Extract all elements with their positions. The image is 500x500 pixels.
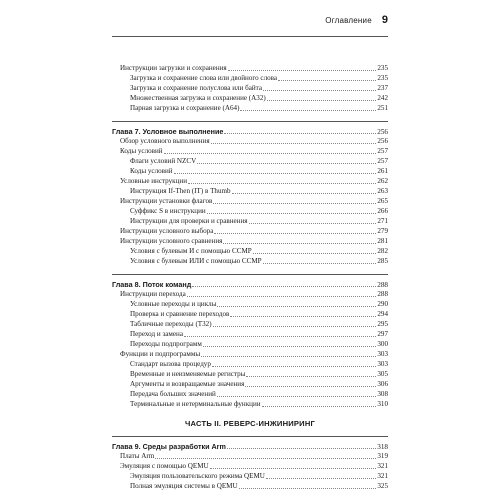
toc-entry[interactable] <box>112 216 388 226</box>
dot-leader <box>155 458 376 459</box>
toc-entry-title: Платы Arm <box>120 452 155 460</box>
dot-leader <box>211 143 377 144</box>
toc-entry[interactable] <box>112 136 388 146</box>
toc-entry-page: 321 <box>377 472 388 480</box>
toc-entry-title: Инструкции загрузки и сохранения <box>120 64 227 72</box>
dot-leader <box>217 306 376 307</box>
toc-entry[interactable] <box>112 83 388 93</box>
toc-entry-page: 303 <box>377 350 388 358</box>
toc-entry[interactable] <box>112 349 388 359</box>
toc-entry[interactable] <box>112 289 388 299</box>
dot-leader <box>263 263 377 264</box>
toc-entry-title: Условия с булевым И с помощью CCMP <box>130 247 252 255</box>
toc-entry-title: Инструкции установки флагов <box>120 197 213 205</box>
toc-entry-page: 303 <box>377 360 388 368</box>
dot-leader <box>203 346 376 347</box>
toc-entry-page: 297 <box>377 330 388 338</box>
dot-leader <box>210 468 377 469</box>
toc-entry-page: 263 <box>377 187 388 195</box>
toc-entry[interactable] <box>112 379 388 389</box>
dot-leader <box>245 386 376 387</box>
dot-leader <box>266 478 376 479</box>
toc-entry-title: Терминальные и нетерминальные функции <box>130 400 261 408</box>
toc-entry[interactable] <box>112 146 388 156</box>
toc-entry-title: Аргументы и возвращаемые значения <box>130 380 245 388</box>
toc-entry-page: 271 <box>377 217 388 225</box>
part-heading: ЧАСТЬ II. РЕВЕРС-ИНЖИНИРИНГ <box>184 419 316 428</box>
toc-entry-title: Инструкции условного сравнения <box>120 237 223 245</box>
toc-entry-title: Функции и подпрограммы <box>120 350 201 358</box>
toc-entry-page: 237 <box>377 84 388 92</box>
toc-entry-title: Условные инструкции <box>120 177 188 185</box>
toc-entry[interactable] <box>112 236 388 246</box>
toc-entry[interactable] <box>112 226 388 236</box>
toc-entry-title: Временные и неизменяемые регистры <box>130 370 246 378</box>
toc-entry-page: 306 <box>377 380 388 388</box>
toc-entry[interactable] <box>112 451 388 461</box>
dot-leader <box>240 110 376 111</box>
toc-chapter[interactable] <box>112 436 388 451</box>
toc-entry-page: 281 <box>377 237 388 245</box>
toc-entry-page: 318 <box>377 443 388 451</box>
toc-entry[interactable] <box>112 256 388 266</box>
toc-entry-page: 319 <box>377 452 388 460</box>
dot-leader <box>246 376 376 377</box>
toc-entry[interactable] <box>112 63 388 73</box>
running-header-title: Оглавление <box>325 16 372 25</box>
toc-entry[interactable] <box>112 156 388 166</box>
toc-entry[interactable] <box>112 319 388 329</box>
dot-leader <box>213 203 376 204</box>
toc-entry[interactable] <box>112 481 388 491</box>
toc-entry[interactable] <box>112 93 388 103</box>
toc-entry-page: 235 <box>377 64 388 72</box>
toc-entry-page: 300 <box>377 340 388 348</box>
toc-entry-title: Условия с булевым ИЛИ с помощью CCMP <box>130 257 262 265</box>
dot-leader <box>184 336 376 337</box>
dot-leader <box>249 223 377 224</box>
toc-entry-title: Эмуляция с помощью QEMU <box>120 462 209 470</box>
toc-entry[interactable] <box>112 369 388 379</box>
dot-leader <box>212 366 376 367</box>
running-header <box>112 14 388 37</box>
toc-entry-page: 295 <box>377 320 388 328</box>
toc-entry[interactable] <box>112 196 388 206</box>
table-of-contents <box>112 63 388 491</box>
toc-entry-title: Флаги условий NZCV <box>130 157 197 165</box>
toc-entry-page: 325 <box>377 482 388 490</box>
toc-entry-page: 266 <box>377 207 388 215</box>
dot-leader <box>267 100 377 101</box>
dot-leader <box>239 488 377 489</box>
toc-entry[interactable] <box>112 309 388 319</box>
toc-entry-page: 261 <box>377 167 388 175</box>
toc-entry-page: 308 <box>377 390 388 398</box>
toc-entry[interactable] <box>112 329 388 339</box>
toc-entry-title: Глава 9. Среды разработки Arm <box>112 442 226 451</box>
toc-entry[interactable] <box>112 73 388 83</box>
dot-leader <box>278 80 376 81</box>
toc-entry-title: Полная эмуляция системы в QEMU <box>130 482 238 490</box>
toc-entry-title: Обзор условного выполнения <box>120 137 210 145</box>
toc-entry-page: 282 <box>377 247 388 255</box>
dot-leader <box>217 396 377 397</box>
dot-leader <box>174 173 377 174</box>
toc-entry-page: 235 <box>377 74 388 82</box>
toc-entry-title: Глава 8. Поток команд <box>112 280 192 289</box>
dot-leader <box>230 316 376 317</box>
toc-entry-page: 262 <box>377 177 388 185</box>
toc-entry-page: 285 <box>377 257 388 265</box>
dot-leader <box>188 183 376 184</box>
dot-leader <box>197 163 376 164</box>
toc-entry-page: 288 <box>377 290 388 298</box>
toc-entry-title: Инструкции условного выбора <box>120 227 214 235</box>
toc-entry-page: 256 <box>377 128 388 136</box>
dot-leader <box>207 213 377 214</box>
toc-entry-page: 279 <box>377 227 388 235</box>
dot-leader <box>214 233 376 234</box>
page-number: 9 <box>381 14 388 26</box>
toc-entry-title: Парная загрузка и сохранение (A64) <box>130 104 240 112</box>
dot-leader <box>223 243 376 244</box>
toc-chapter[interactable] <box>112 121 388 136</box>
dot-leader <box>253 253 377 254</box>
toc-entry[interactable] <box>112 103 388 113</box>
toc-entry-title: Суффикс S в инструкции <box>130 207 206 215</box>
toc-entry-page: 242 <box>377 94 388 102</box>
toc-entry-title: Загрузка и сохранение полуслова или байта <box>130 84 263 92</box>
dot-leader <box>224 133 376 134</box>
book-page <box>112 14 388 491</box>
toc-entry-page: 321 <box>377 462 388 470</box>
dot-leader <box>227 448 376 449</box>
toc-entry-title: Условные переходы и циклы <box>130 300 217 308</box>
toc-entry-title: Переход и замена <box>130 330 183 338</box>
toc-entry-title: Табличные переходы (T32) <box>130 320 212 328</box>
toc-entry-page: 257 <box>377 147 388 155</box>
toc-entry-title: Переходы подпрограмм <box>130 340 202 348</box>
toc-entry-title: Глава 7. Условное выполнение <box>112 127 224 136</box>
toc-entry[interactable] <box>112 206 388 216</box>
toc-entry-title: Коды условий <box>130 167 173 175</box>
toc-entry-title: Инструкции для проверки и сравнения <box>130 217 248 225</box>
toc-chapter[interactable] <box>112 274 388 289</box>
toc-entry[interactable] <box>112 359 388 369</box>
toc-entry-title: Проверка и сравнение переходов <box>130 310 230 318</box>
toc-entry-title: Передача больших значений <box>130 390 216 398</box>
dot-leader <box>201 356 376 357</box>
toc-entry[interactable] <box>112 186 388 196</box>
toc-entry-page: 265 <box>377 197 388 205</box>
toc-entry[interactable] <box>112 389 388 399</box>
dot-leader <box>187 296 377 297</box>
toc-entry-title: Инструкция If-Then (IT) в Thumb <box>130 187 231 195</box>
toc-entry-page: 305 <box>377 370 388 378</box>
dot-leader <box>232 193 377 194</box>
toc-entry-title: Стандарт вызова процедур <box>130 360 211 368</box>
toc-entry-page: 256 <box>377 137 388 145</box>
toc-entry-page: 294 <box>377 310 388 318</box>
dot-leader <box>164 153 377 154</box>
toc-entry-page: 288 <box>377 281 388 289</box>
toc-entry[interactable] <box>112 299 388 309</box>
toc-entry-title: Коды условий <box>120 147 163 155</box>
dot-leader <box>262 406 377 407</box>
toc-entry-page: 310 <box>377 400 388 408</box>
toc-entry[interactable] <box>112 399 388 409</box>
toc-entry[interactable] <box>112 166 388 176</box>
toc-entry-title: Инструкции перехода <box>120 290 186 298</box>
toc-entry-page: 290 <box>377 300 388 308</box>
dot-leader <box>213 326 377 327</box>
toc-entry[interactable] <box>112 471 388 481</box>
toc-entry-title: Эмуляция пользовательского режима QEMU <box>130 472 265 480</box>
toc-entry[interactable] <box>112 176 388 186</box>
dot-leader <box>228 70 377 71</box>
dot-leader <box>263 90 376 91</box>
toc-entry[interactable] <box>112 461 388 471</box>
toc-entry-title: Загрузка и сохранение слова или двойного слова <box>130 74 278 82</box>
dot-leader <box>192 286 376 287</box>
toc-entry-page: 257 <box>377 157 388 165</box>
toc-entry-title: Множественная загрузка и сохранение (A32) <box>130 94 266 102</box>
toc-entry[interactable] <box>112 246 388 256</box>
toc-entry-page: 251 <box>377 104 388 112</box>
toc-entry[interactable] <box>112 339 388 349</box>
